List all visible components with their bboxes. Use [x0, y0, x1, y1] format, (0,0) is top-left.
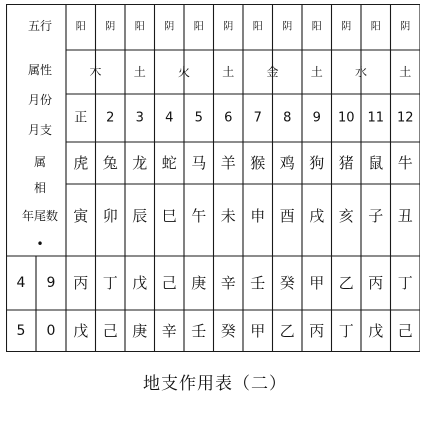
month-cell: 正: [74, 110, 88, 126]
zodiac-cell: 马: [191, 154, 207, 172]
stem-cell: 癸: [279, 274, 295, 292]
zodiac-cell: 龙: [132, 154, 148, 172]
year-tail-digit: 9: [46, 275, 56, 291]
branch-cell: 申: [250, 207, 266, 225]
yinyang-cell: 阳: [75, 21, 86, 33]
stem-cell: 庚: [132, 322, 148, 340]
stem-cell: 甲: [250, 322, 266, 340]
stem-cell: 壬: [191, 322, 207, 340]
stem-cell: 丁: [338, 322, 354, 340]
branch-cell: 丑: [397, 207, 413, 225]
stem-cell: 丙: [73, 274, 89, 292]
year-tail-digit: 5: [16, 323, 26, 339]
yinyang-cell: 阴: [164, 21, 175, 33]
wuxing-cell: 土: [222, 65, 235, 79]
yinyang-cell: 阴: [282, 21, 293, 33]
stem-cell: 丁: [397, 274, 413, 292]
stem-cell: 丙: [368, 274, 384, 292]
wuxing-cell: 土: [133, 65, 146, 79]
zodiac-cell: 猪: [338, 154, 354, 172]
zodiac-cell: 牛: [397, 154, 413, 172]
stem-cell: 丙: [309, 322, 325, 340]
yinyang-cell: 阴: [105, 21, 116, 33]
yinyang-cell: 阳: [370, 21, 381, 33]
wuxing-cell: 土: [399, 65, 412, 79]
branch-cell: 子: [368, 207, 384, 225]
zodiac-cell: 虎: [73, 154, 89, 172]
year-tail-digit: 0: [46, 323, 56, 339]
stem-cell: 丁: [102, 274, 118, 292]
zodiac-cell: 鼠: [368, 154, 384, 172]
stem-cell: 乙: [279, 322, 295, 340]
month-cell: 10: [337, 110, 355, 126]
stem-cell: 戊: [368, 322, 384, 340]
wuxing-cell: 土: [310, 65, 323, 79]
stem-cell: 辛: [220, 274, 236, 292]
month-cell: 7: [253, 110, 262, 126]
wuxing-cell: 金: [266, 65, 279, 79]
header-label: 属: [33, 155, 47, 169]
stem-cell: 庚: [191, 274, 207, 292]
wuxing-cell: 木: [89, 65, 102, 79]
stem-cell: 戊: [73, 322, 89, 340]
wuxing-cell: 水: [354, 65, 368, 79]
header-label: 年尾数: [21, 209, 59, 223]
branch-cell: 卯: [102, 207, 118, 225]
branch-cell: 酉: [279, 207, 295, 225]
month-cell: 2: [106, 110, 115, 126]
yinyang-cell: 阳: [193, 21, 204, 33]
stem-cell: 乙: [338, 274, 354, 292]
month-cell: 6: [224, 110, 233, 126]
year-tail-digit: 4: [16, 275, 26, 291]
month-cell: 4: [165, 110, 174, 126]
table-caption: 地支作用表（二）: [143, 374, 287, 394]
header-label: •: [36, 237, 44, 251]
yinyang-cell: 阳: [311, 21, 322, 33]
yinyang-cell: 阴: [341, 21, 352, 33]
zodiac-cell: 鸡: [279, 154, 295, 172]
branch-cell: 辰: [132, 207, 148, 225]
stem-cell: 甲: [309, 274, 325, 292]
stem-cell: 己: [397, 322, 413, 340]
branch-cell: 午: [191, 207, 207, 225]
month-cell: 3: [135, 110, 144, 126]
zodiac-cell: 蛇: [161, 154, 177, 172]
yinyang-cell: 阳: [134, 21, 145, 33]
stem-cell: 癸: [220, 322, 236, 340]
zodiac-cell: 猴: [250, 154, 266, 172]
branch-cell: 亥: [338, 207, 354, 225]
table-cells: [17, 19, 414, 340]
header-label: 相: [33, 181, 47, 195]
branch-cell: 戌: [309, 207, 325, 225]
stem-cell: 己: [161, 274, 177, 292]
zodiac-cell: 羊: [220, 154, 236, 172]
stem-cell: 壬: [250, 274, 266, 292]
branch-function-table: [6, 4, 420, 352]
yinyang-cell: 阴: [223, 21, 234, 33]
stem-cell: 辛: [161, 322, 177, 340]
header-label: 属性: [27, 63, 53, 77]
yinyang-cell: 阳: [252, 21, 263, 33]
month-cell: 5: [194, 110, 203, 126]
yinyang-cell: 阴: [400, 21, 411, 33]
month-cell: 11: [367, 110, 385, 126]
stem-cell: 戊: [132, 274, 148, 292]
wuxing-cell: 火: [177, 65, 191, 79]
header-label: 五行: [27, 19, 53, 33]
month-cell: 8: [283, 110, 292, 126]
month-cell: 12: [396, 110, 414, 126]
branch-cell: 巳: [161, 207, 177, 225]
branch-cell: 寅: [73, 207, 89, 225]
branch-cell: 未: [220, 207, 236, 225]
zodiac-cell: 兔: [102, 154, 118, 172]
stem-cell: 己: [102, 322, 118, 340]
table-grid: [6, 4, 420, 352]
month-cell: 9: [312, 110, 321, 126]
header-label: 月支: [27, 123, 53, 137]
header-label: 月份: [27, 93, 53, 107]
zodiac-cell: 狗: [309, 154, 325, 172]
